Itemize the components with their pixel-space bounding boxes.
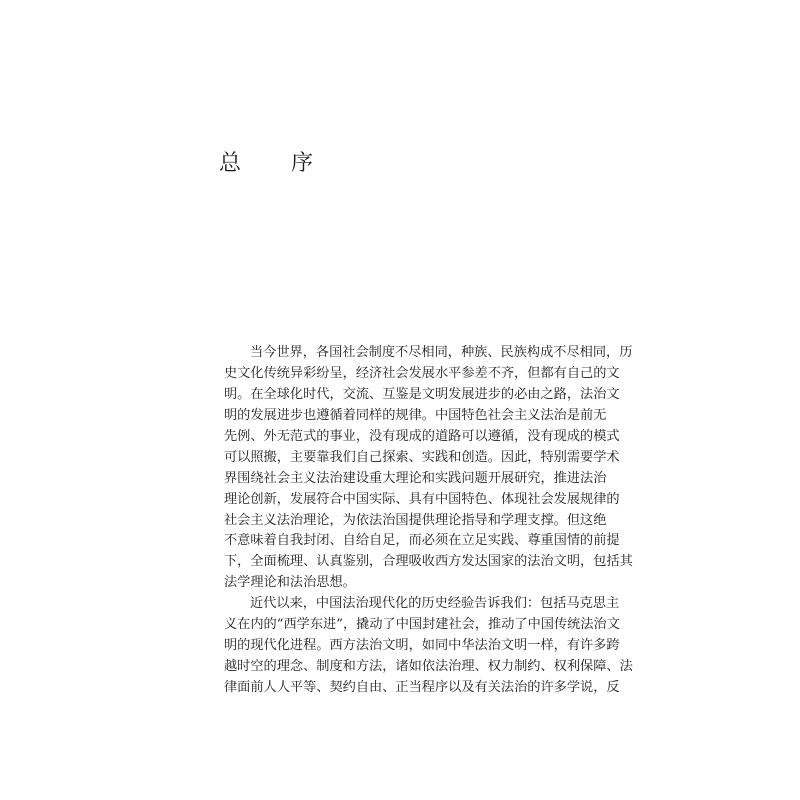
text-line: 下，全面梳理、认真鉴别，合理吸收西方发达国家的法治文明，包括其: [224, 554, 633, 570]
text-line: 明的发展进步也遵循着同样的规律。中国特色社会主义法治是前无: [224, 407, 607, 423]
body-text: [224, 343, 633, 699]
text-line: 明。在全球化时代，交流、互鉴是文明发展进步的必由之路，法治文: [224, 386, 620, 402]
text-line: 当今世界，各国社会制度不尽相同，种族、民族构成不尽相同，历: [250, 345, 633, 360]
text-line: 越时空的理念、制度和方法，诸如依法治理、权力制约、权利保障、法: [224, 659, 633, 675]
text-line: 可以照搬，主要靠我们自己探索、实践和创造。因此，特别需要学术: [224, 449, 620, 465]
text-line: 近代以来，中国法治现代化的历史经验告诉我们：包括马克思主: [250, 596, 620, 612]
text-line: 社会主义法治理论，为依法治国提供理论指导和学理支撑。但这绝: [224, 512, 607, 528]
text-line: 理论创新，发展符合中国实际、具有中国特色、体现社会发展规律的: [224, 491, 620, 507]
text-line: 先例、外无范式的事业，没有现成的道路可以遵循，没有现成的模式: [224, 428, 620, 444]
text-line: 律面前人人平等、契约自由、正当程序以及有关法治的许多学说，反: [224, 680, 620, 695]
text-line: 法学理论和法治思想。: [224, 575, 356, 591]
chapter-title: 总 序: [219, 151, 328, 176]
text-line: 义在内的“西学东进”，撬动了中国封建社会，推动了中国传统法治文: [224, 617, 620, 633]
text-line: 不意味着自我封闭、自给自足，而必须在立足实践、尊重国情的前提: [224, 533, 620, 549]
text-line: 明的现代化进程。西方法治文明，如同中华法治文明一样，有许多跨: [224, 638, 620, 654]
text-line: 界围绕社会主义法治建设重大理论和实践问题开展研究，推进法治: [224, 470, 607, 486]
text-line: 史文化传统异彩纷呈，经济社会发展水平参差不齐，但都有自己的文: [224, 365, 620, 381]
